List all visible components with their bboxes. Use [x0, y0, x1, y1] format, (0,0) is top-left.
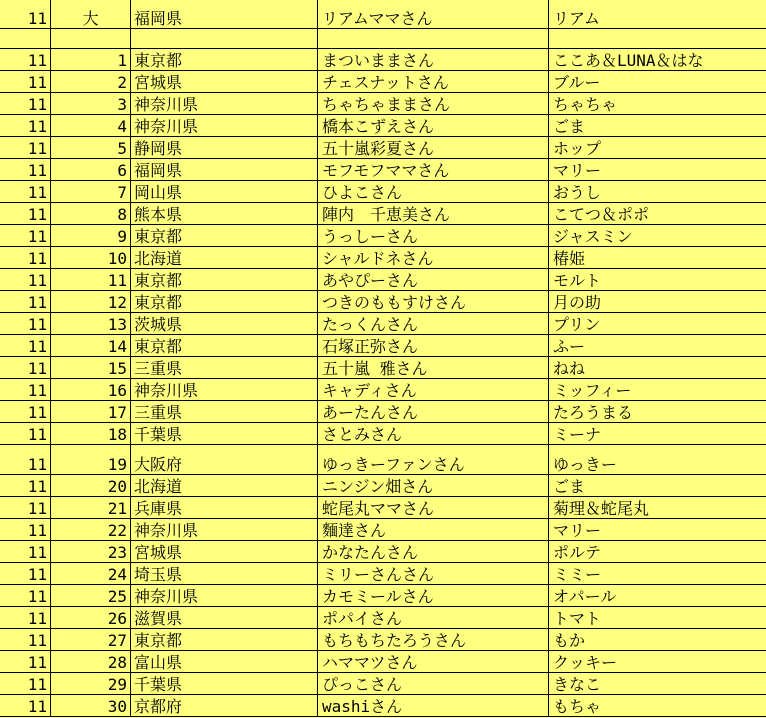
cell-group[interactable]: 11	[0, 0, 51, 29]
cell-pet[interactable]: ミッフィー	[549, 379, 766, 401]
cell-group[interactable]: 11	[0, 269, 51, 291]
cell-group[interactable]: 11	[0, 115, 51, 137]
cell-owner[interactable]: 五十嵐 雅さん	[318, 357, 549, 379]
cell-group[interactable]: 11	[0, 71, 51, 93]
table-row	[0, 379, 766, 401]
cell-group[interactable]: 11	[0, 519, 51, 541]
cell-prefecture[interactable]: 神奈川県	[131, 379, 318, 401]
cell-pet[interactable]: たろうまる	[549, 401, 766, 423]
table-row	[0, 357, 766, 379]
cell-owner[interactable]: かなたんさん	[318, 541, 549, 563]
cell-pet[interactable]: きなこ	[549, 673, 766, 695]
cell-number[interactable]: 22	[51, 519, 131, 541]
cell-group[interactable]: 11	[0, 225, 51, 247]
cell-group[interactable]: 11	[0, 445, 51, 475]
cell-owner[interactable]: チェスナットさん	[318, 71, 549, 93]
cell-number[interactable]: 14	[51, 335, 131, 357]
table-row	[0, 541, 766, 563]
cell-group[interactable]: 11	[0, 629, 51, 651]
cell-group[interactable]: 11	[0, 563, 51, 585]
cell-prefecture[interactable]: 千葉県	[131, 423, 318, 445]
cell-group[interactable]: 11	[0, 651, 51, 673]
cell-pet[interactable]: ミミー	[549, 563, 766, 585]
cell-pet[interactable]: ここあ＆LUNA＆はな	[549, 49, 766, 71]
cell-pet[interactable]: ゆっきー	[549, 445, 766, 475]
cell-prefecture[interactable]: 千葉県	[131, 673, 318, 695]
cell-size[interactable]: 大	[51, 0, 131, 29]
cell-prefecture[interactable]: 宮城県	[131, 541, 318, 563]
cell-prefecture[interactable]: 三重県	[131, 357, 318, 379]
empty-row	[0, 29, 766, 49]
cell-number[interactable]: 3	[51, 93, 131, 115]
cell-owner[interactable]: ポパイさん	[318, 607, 549, 629]
empty-cell[interactable]	[549, 29, 766, 49]
cell-number[interactable]: 16	[51, 379, 131, 401]
cell-number[interactable]: 23	[51, 541, 131, 563]
cell-number[interactable]: 5	[51, 137, 131, 159]
cell-pet[interactable]: プリン	[549, 313, 766, 335]
cell-owner[interactable]: ハママツさん	[318, 651, 549, 673]
cell-prefecture[interactable]: 神奈川県	[131, 93, 318, 115]
cell-pet[interactable]: もか	[549, 629, 766, 651]
cell-prefecture[interactable]: 北海道	[131, 475, 318, 497]
cell-number[interactable]: 1	[51, 49, 131, 71]
cell-group[interactable]: 11	[0, 357, 51, 379]
empty-cell[interactable]	[131, 29, 318, 49]
cell-owner[interactable]: 石塚正弥さん	[318, 335, 549, 357]
cell-pet[interactable]: 月の助	[549, 291, 766, 313]
cell-number[interactable]: 17	[51, 401, 131, 423]
table-row	[0, 563, 766, 585]
table-row	[0, 585, 766, 607]
cell-number[interactable]: 6	[51, 159, 131, 181]
cell-group[interactable]: 11	[0, 607, 51, 629]
cell-prefecture[interactable]: 東京都	[131, 269, 318, 291]
cell-number[interactable]: 7	[51, 181, 131, 203]
cell-group[interactable]: 11	[0, 423, 51, 445]
cell-owner[interactable]: つきのももすけさん	[318, 291, 549, 313]
cell-owner[interactable]: 蛇尾丸ママさん	[318, 497, 549, 519]
cell-pet[interactable]: ごま	[549, 475, 766, 497]
cell-owner[interactable]: ぴっこさん	[318, 673, 549, 695]
cell-prefecture[interactable]: 神奈川県	[131, 585, 318, 607]
table-row	[0, 497, 766, 519]
table-row	[0, 695, 766, 717]
cell-pet[interactable]: ホップ	[549, 137, 766, 159]
table-row	[0, 673, 766, 695]
table-row	[0, 137, 766, 159]
cell-group[interactable]: 11	[0, 137, 51, 159]
cell-owner[interactable]: うっしーさん	[318, 225, 549, 247]
cell-pet[interactable]: ねね	[549, 357, 766, 379]
cell-number[interactable]: 27	[51, 629, 131, 651]
cell-owner[interactable]: ミリーさんさん	[318, 563, 549, 585]
cell-pet[interactable]: もちゃ	[549, 695, 766, 717]
cell-owner[interactable]: リアムママさん	[318, 0, 549, 29]
cell-owner[interactable]: キャディさん	[318, 379, 549, 401]
cell-number[interactable]: 10	[51, 247, 131, 269]
cell-group[interactable]: 11	[0, 497, 51, 519]
cell-pet[interactable]: モルト	[549, 269, 766, 291]
cell-owner[interactable]: さとみさん	[318, 423, 549, 445]
cell-number[interactable]: 9	[51, 225, 131, 247]
cell-prefecture[interactable]: 滋賀県	[131, 607, 318, 629]
cell-owner[interactable]: モフモフママさん	[318, 159, 549, 181]
cell-group[interactable]: 11	[0, 181, 51, 203]
cell-owner[interactable]: カモミールさん	[318, 585, 549, 607]
table-row	[0, 159, 766, 181]
cell-prefecture[interactable]: 東京都	[131, 49, 318, 71]
cell-owner[interactable]: あーたんさん	[318, 401, 549, 423]
cell-prefecture[interactable]: 福岡県	[131, 0, 318, 29]
cell-prefecture[interactable]: 埼玉県	[131, 563, 318, 585]
empty-cell[interactable]	[51, 29, 131, 49]
cell-group[interactable]: 11	[0, 585, 51, 607]
table-row	[0, 475, 766, 497]
cell-number[interactable]: 18	[51, 423, 131, 445]
cell-prefecture[interactable]: 熊本県	[131, 203, 318, 225]
empty-cell[interactable]	[0, 29, 51, 49]
table-row	[0, 49, 766, 71]
cell-pet[interactable]: トマト	[549, 607, 766, 629]
cell-pet[interactable]: ふー	[549, 335, 766, 357]
cell-owner[interactable]: 五十嵐彩夏さん	[318, 137, 549, 159]
cell-group[interactable]: 11	[0, 379, 51, 401]
cell-number[interactable]: 8	[51, 203, 131, 225]
cell-pet[interactable]: 菊理＆蛇尾丸	[549, 497, 766, 519]
table-row	[0, 181, 766, 203]
cell-prefecture[interactable]: 宮城県	[131, 71, 318, 93]
cell-prefecture[interactable]: 兵庫県	[131, 497, 318, 519]
cell-group[interactable]: 11	[0, 695, 51, 717]
cell-owner[interactable]: 陣内 千恵美さん	[318, 203, 549, 225]
cell-group[interactable]: 11	[0, 203, 51, 225]
table-row	[0, 651, 766, 673]
cell-prefecture[interactable]: 神奈川県	[131, 115, 318, 137]
cell-group[interactable]: 11	[0, 673, 51, 695]
cell-number[interactable]: 13	[51, 313, 131, 335]
table-row	[0, 203, 766, 225]
cell-number[interactable]: 24	[51, 563, 131, 585]
table-row	[0, 71, 766, 93]
empty-cell[interactable]	[318, 29, 549, 49]
cell-group[interactable]: 11	[0, 313, 51, 335]
cell-prefecture[interactable]: 東京都	[131, 225, 318, 247]
cell-prefecture[interactable]: 福岡県	[131, 159, 318, 181]
cell-prefecture[interactable]: 富山県	[131, 651, 318, 673]
cell-pet[interactable]: ごま	[549, 115, 766, 137]
cell-number[interactable]: 26	[51, 607, 131, 629]
table-row	[0, 423, 766, 445]
cell-prefecture[interactable]: 茨城県	[131, 313, 318, 335]
cell-prefecture[interactable]: 岡山県	[131, 181, 318, 203]
cell-number[interactable]: 20	[51, 475, 131, 497]
cell-group[interactable]: 11	[0, 49, 51, 71]
cell-group[interactable]: 11	[0, 159, 51, 181]
cell-group[interactable]: 11	[0, 93, 51, 115]
cell-group[interactable]: 11	[0, 247, 51, 269]
cell-owner[interactable]: あやぴーさん	[318, 269, 549, 291]
cell-number[interactable]: 19	[51, 445, 131, 475]
cell-pet[interactable]: ミーナ	[549, 423, 766, 445]
cell-owner[interactable]: まついままさん	[318, 49, 549, 71]
cell-pet[interactable]: マリー	[549, 519, 766, 541]
cell-group[interactable]: 11	[0, 291, 51, 313]
cell-group[interactable]: 11	[0, 475, 51, 497]
cell-owner[interactable]: washiさん	[318, 695, 549, 717]
table-row	[0, 269, 766, 291]
cell-number[interactable]: 11	[51, 269, 131, 291]
table-row	[0, 291, 766, 313]
cell-pet[interactable]: ジャスミン	[549, 225, 766, 247]
cell-owner[interactable]: もちもちたろうさん	[318, 629, 549, 651]
cell-number[interactable]: 25	[51, 585, 131, 607]
cell-prefecture[interactable]: 東京都	[131, 335, 318, 357]
cell-prefecture[interactable]: 神奈川県	[131, 519, 318, 541]
cell-number[interactable]: 4	[51, 115, 131, 137]
cell-number[interactable]: 2	[51, 71, 131, 93]
cell-prefecture[interactable]: 三重県	[131, 401, 318, 423]
cell-prefecture[interactable]: 大阪府	[131, 445, 318, 475]
cell-owner[interactable]: ちゃちゃままさん	[318, 93, 549, 115]
table-row	[0, 93, 766, 115]
table-row	[0, 519, 766, 541]
cell-prefecture[interactable]: 東京都	[131, 629, 318, 651]
cell-number[interactable]: 21	[51, 497, 131, 519]
cell-prefecture[interactable]: 東京都	[131, 291, 318, 313]
cell-pet[interactable]: ポルテ	[549, 541, 766, 563]
cell-owner[interactable]: 麵達さん	[318, 519, 549, 541]
cell-number[interactable]: 29	[51, 673, 131, 695]
cell-pet[interactable]: クッキー	[549, 651, 766, 673]
table-row	[0, 629, 766, 651]
cell-owner[interactable]: 橋本こずえさん	[318, 115, 549, 137]
table-row	[0, 225, 766, 247]
cell-owner[interactable]: ニンジン畑さん	[318, 475, 549, 497]
cell-pet[interactable]: ちゃちゃ	[549, 93, 766, 115]
table-row	[0, 247, 766, 269]
table-row	[0, 335, 766, 357]
cell-owner[interactable]: たっくんさん	[318, 313, 549, 335]
cell-prefecture[interactable]: 北海道	[131, 247, 318, 269]
cell-group[interactable]: 11	[0, 541, 51, 563]
cell-pet[interactable]: ブルー	[549, 71, 766, 93]
cell-number[interactable]: 30	[51, 695, 131, 717]
table-row	[0, 313, 766, 335]
cell-pet[interactable]: おうし	[549, 181, 766, 203]
cell-owner[interactable]: ひよこさん	[318, 181, 549, 203]
cell-owner[interactable]: ゆっきーファンさん	[318, 445, 549, 475]
cell-owner[interactable]: シャルドネさん	[318, 247, 549, 269]
cell-group[interactable]: 11	[0, 335, 51, 357]
cell-number[interactable]: 28	[51, 651, 131, 673]
table-row	[0, 115, 766, 137]
cell-group[interactable]: 11	[0, 401, 51, 423]
cell-pet[interactable]: オパール	[549, 585, 766, 607]
cell-pet[interactable]: マリー	[549, 159, 766, 181]
cell-number[interactable]: 15	[51, 357, 131, 379]
cell-number[interactable]: 12	[51, 291, 131, 313]
cell-pet[interactable]: 椿姫	[549, 247, 766, 269]
cell-pet[interactable]: こてつ＆ポポ	[549, 203, 766, 225]
cell-prefecture[interactable]: 京都府	[131, 695, 318, 717]
header-row	[0, 0, 766, 29]
cell-pet[interactable]: リアム	[549, 0, 766, 29]
table-row	[0, 607, 766, 629]
table-row	[0, 445, 766, 475]
cell-prefecture[interactable]: 静岡県	[131, 137, 318, 159]
table-row	[0, 401, 766, 423]
